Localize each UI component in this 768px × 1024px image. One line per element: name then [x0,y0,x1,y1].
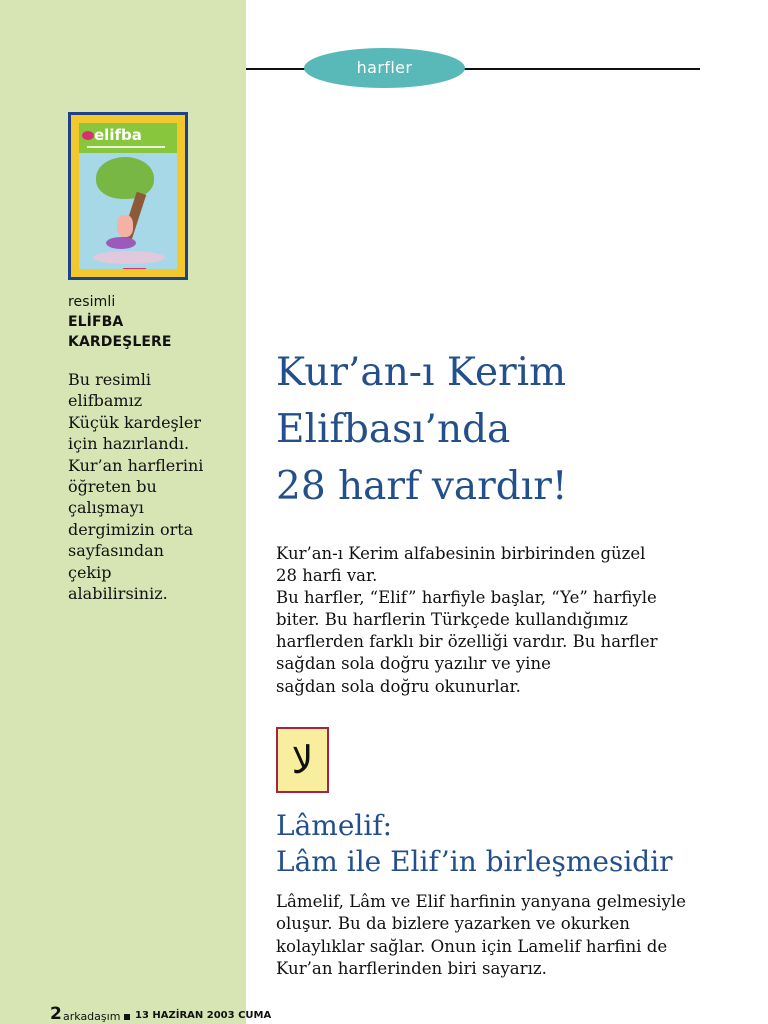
sidebar-text-line: çalışmayı [68,498,144,518]
lamelif-heading [276,808,736,880]
lamelif-letter-box [276,727,329,793]
cover-subtitle-line [87,146,165,148]
page-number: 2 [50,1004,62,1024]
sidebar-text-line: Kur’an harflerini [68,455,204,475]
intro-line: harflerden farklı bir özelliği vardır. Bu harfler [276,632,658,652]
sidebar-text-line: için hazırlandı. [68,434,190,454]
sidebar-text-line: alabilirsiniz. [68,584,168,604]
lamelif-letter: لا [291,738,314,782]
lamelif-text-line: Kur’an harflerinden biri sayarız. [276,959,547,979]
main-heading [276,344,716,515]
sidebar-heading [68,292,238,352]
cover-badge-icon [82,131,94,140]
sidebar-description [68,369,238,604]
cover-footer-badge [123,268,146,269]
sidebar-text-line: Küçük kardeşler [68,412,201,432]
cover-illustration [79,123,177,269]
intro-line: sağdan sola doğru okunurlar. [276,676,521,696]
publication-name: arkadaşım [63,1010,121,1023]
page-footer [50,1006,280,1024]
sidebar-heading-line: resimli [68,294,116,310]
sidebar-text-line: çekip [68,562,112,582]
child-clothes-illustration [106,237,136,249]
cover-title-band [79,123,177,153]
footer-separator-icon [124,1014,130,1020]
sidebar-text-line: Bu resimli [68,370,151,389]
publication-date: 13 HAZİRAN 2003 CUMA [135,1010,272,1021]
intro-line: Kur’an-ı Kerim alfabesinin birbirinden güzel [276,544,646,563]
ground-shadow-illustration [93,251,165,264]
main-heading-line: Kur’an-ı Kerim [276,350,567,395]
intro-line: sağdan sola doğru yazılır ve yine [276,654,551,674]
intro-line: 28 harfi var. [276,566,378,586]
cover-title: elifba [94,126,142,144]
section-label: harfler [304,48,465,88]
lamelif-heading-line: Lâm ile Elif’in birleşmesidir [276,845,673,878]
lamelif-text-line: oluşur. Bu da bizlere yazarken ve okurken [276,914,630,934]
tree-illustration [96,157,154,199]
lamelif-text-line: kolaylıklar sağlar. Onun için Lamelif harfini de [276,936,668,956]
sidebar-text-line: öğreten bu [68,477,157,497]
sidebar-heading-line: ELİFBA [68,314,124,330]
lamelif-text-line: Lâmelif, Lâm ve Elif harfinin yanyana gelmesiyle [276,892,686,911]
sidebar-text-line: dergimizin orta [68,519,194,539]
intro-line: Bu harfler, “Elif” harfiyle başlar, “Ye” harfiyle [276,588,657,608]
child-illustration [117,215,133,237]
sidebar-heading-line: KARDEŞLERE [68,334,172,350]
sidebar-text-line: sayfasından [68,541,164,561]
sidebar-text-line: elifbamız [68,391,143,411]
lamelif-paragraph [276,891,726,981]
lamelif-heading-line: Lâmelif: [276,809,393,842]
main-heading-line: 28 harf vardır! [276,464,568,509]
intro-paragraph [276,543,706,698]
main-heading-line: Elifbası’nda [276,407,511,452]
elifba-cover-image [68,112,188,280]
intro-line: biter. Bu harflerin Türkçede kullandığımız [276,610,628,630]
